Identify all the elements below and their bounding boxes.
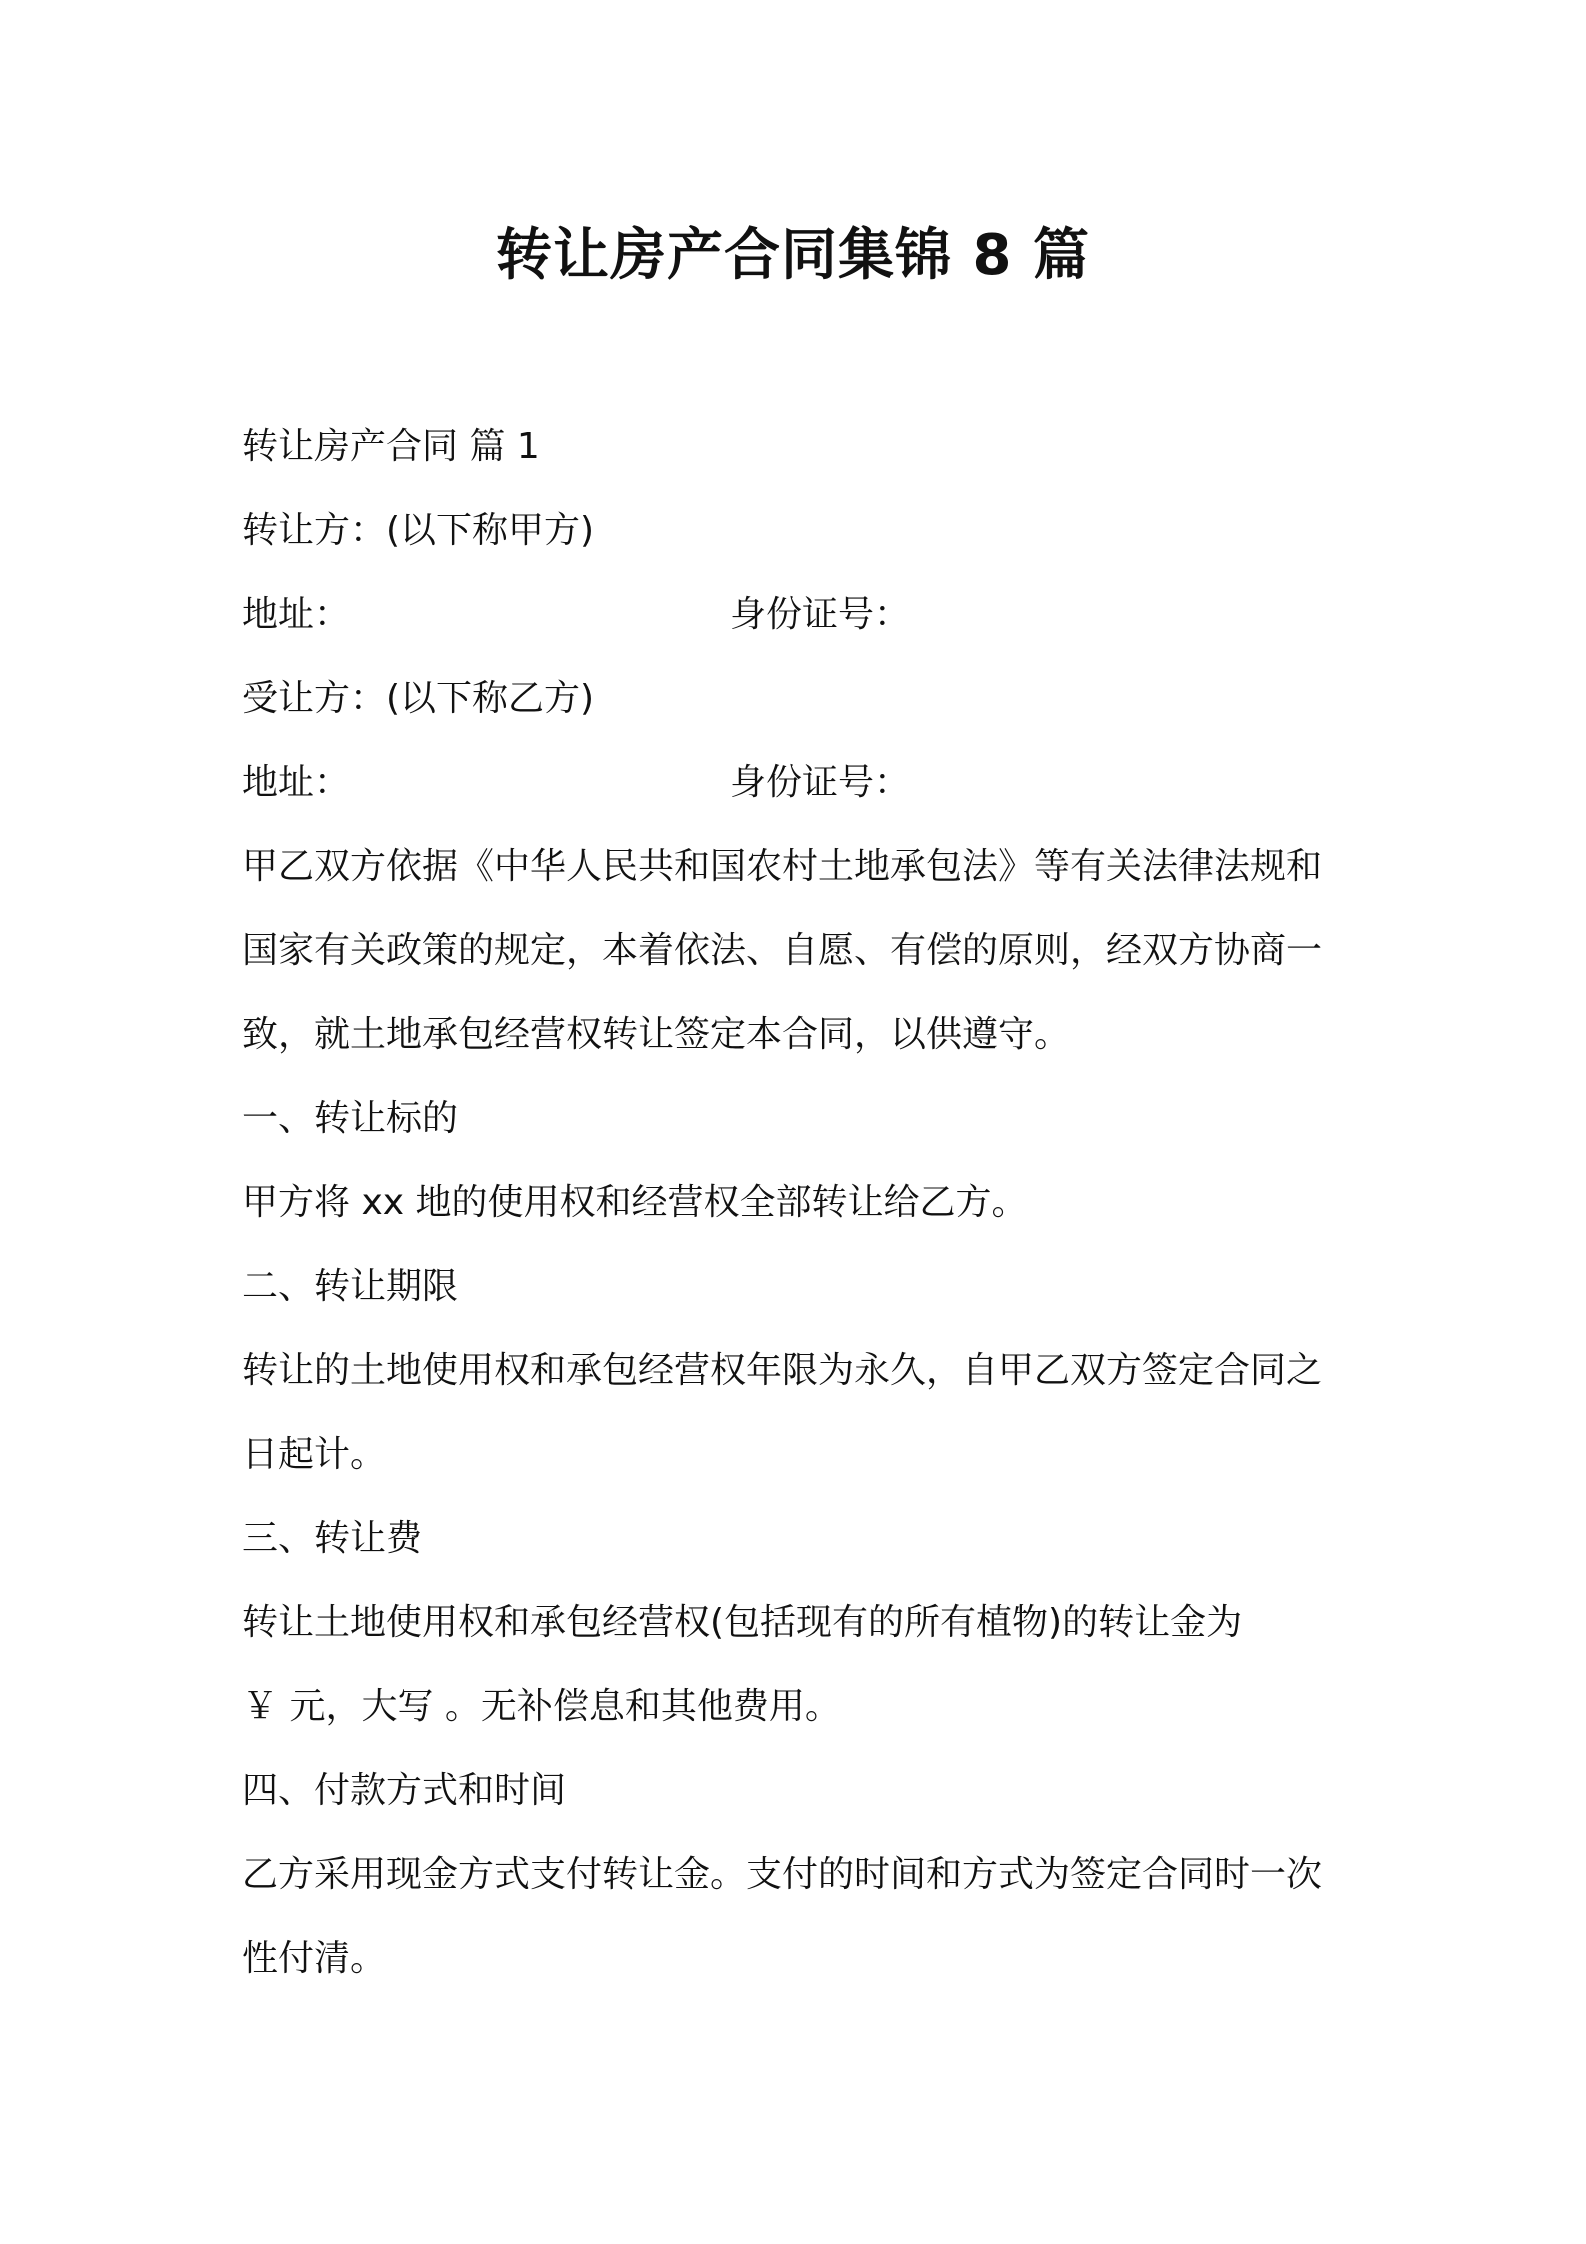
transferor-address-label: 地址： [242, 594, 351, 635]
intro-paragraph-line-2: 国家有关政策的规定，本着依法、自愿、有偿的原则，经双方协商一 [242, 930, 1323, 971]
intro-paragraph-line-3: 致，就土地承包经营权转让签定本合同，以供遵守。 [242, 1014, 1071, 1055]
transferee-id-label: 身份证号： [730, 762, 911, 803]
clause-4-heading: 四、付款方式和时间 [242, 1770, 567, 1811]
intro-paragraph-line-1: 甲乙双方依据《中华人民共和国农村土地承包法》等有关法律法规和 [242, 846, 1323, 887]
clause-1-heading: 一、转让标的 [242, 1098, 459, 1139]
clause-4-text-line-2: 性付清。 [242, 1938, 387, 1979]
transferee-address-label: 地址： [242, 762, 351, 803]
transferor-line: 转让方：(以下称甲方) [242, 510, 595, 551]
clause-1-text: 甲方将 xx 地的使用权和经营权全部转让给乙方。 [242, 1182, 1028, 1223]
transferor-details [242, 573, 1362, 657]
section-heading: 转让房产合同 篇 1 [242, 426, 540, 467]
clause-4-text-line-1: 乙方采用现金方式支付转让金。支付的时间和方式为签定合同时一次 [242, 1854, 1323, 1895]
transferee-line: 受让方：(以下称乙方) [242, 678, 595, 719]
clause-3-text-line-1: 转让土地使用权和承包经营权(包括现有的所有植物)的转让金为 [242, 1602, 1243, 1643]
clause-3-text-line-2: ￥ 元，大写 。无补偿息和其他费用。 [242, 1686, 841, 1727]
document-body [242, 405, 1362, 2001]
clause-2-text-line-1: 转让的土地使用权和承包经营权年限为永久，自甲乙双方签定合同之 [242, 1350, 1323, 1391]
clause-3-heading: 三、转让费 [242, 1518, 423, 1559]
clause-2-heading: 二、转让期限 [242, 1266, 459, 1307]
transferor-id-label: 身份证号： [730, 594, 911, 635]
document-title: 转让房产合同集锦 8 篇 [496, 223, 1090, 288]
transferee-details [242, 741, 1362, 825]
clause-2-text-line-2: 日起计。 [242, 1434, 387, 1475]
